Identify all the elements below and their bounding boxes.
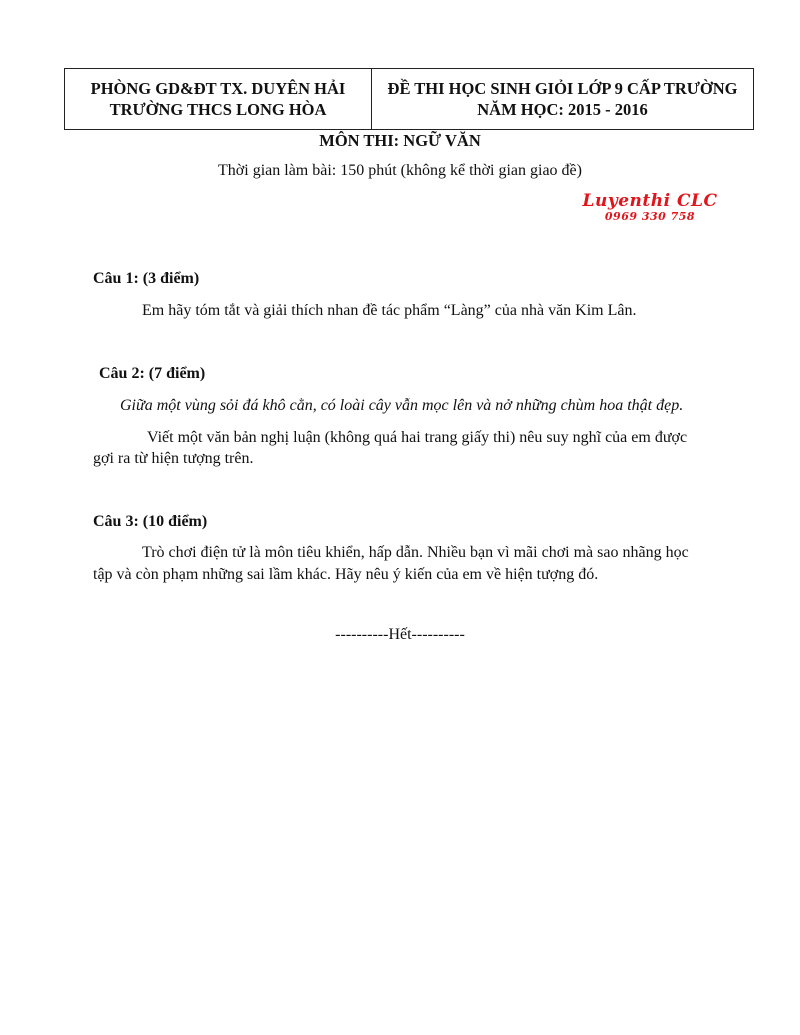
watermark-phone: 0969 330 758 <box>604 210 696 223</box>
question-2-heading: Câu 2: (7 điểm) <box>99 365 206 382</box>
school-year: NĂM HỌC: 2015 - 2016 <box>477 100 648 119</box>
exam-subject: MÔN THI: NGỮ VĂN <box>319 131 481 150</box>
question-3-text-line-2: tập và còn phạm những sai lầm khác. Hãy nêu ý kiến của em về hiện tượng đó. <box>93 566 599 583</box>
question-1-heading: Câu 1: (3 điểm) <box>93 270 200 287</box>
school-info-cell <box>65 69 372 129</box>
header-table <box>64 68 754 130</box>
exam-duration: Thời gian làm bài: 150 phút (không kể thời gian giao đề) <box>218 162 582 179</box>
question-3-text-line-1: Trò chơi điện tử là môn tiêu khiển, hấp dẫn. Nhiều bạn vì mãi chơi mà sao nhãng học <box>142 544 689 561</box>
question-2-text-line-2: gợi ra từ hiện tượng trên. <box>93 450 254 467</box>
question-1-text: Em hãy tóm tắt và giải thích nhan đề tác phẩm “Làng” của nhà văn Kim Lân. <box>142 302 637 319</box>
question-2-quote: Giữa một vùng sỏi đá khô cằn, có loài cây vẫn mọc lên và nở những chùm hoa thật đẹp. <box>120 397 684 414</box>
question-2-text-line-1: Viết một văn bản nghị luận (không quá hai trang giấy thi) nêu suy nghĩ của em được <box>147 429 688 446</box>
department-name: PHÒNG GD&ĐT TX. DUYÊN HẢI <box>90 79 346 98</box>
question-3-heading: Câu 3: (10 điểm) <box>93 513 208 530</box>
school-name: TRƯỜNG THCS LONG HÒA <box>109 100 327 119</box>
exam-title: ĐỀ THI HỌC SINH GIỎI LỚP 9 CẤP TRƯỜNG <box>387 79 738 98</box>
watermark-logo <box>570 192 730 223</box>
exam-info-cell <box>372 69 753 129</box>
watermark-title: Luyenthi CLC <box>582 191 718 211</box>
end-of-exam-mark: ----------Hết---------- <box>335 626 465 643</box>
